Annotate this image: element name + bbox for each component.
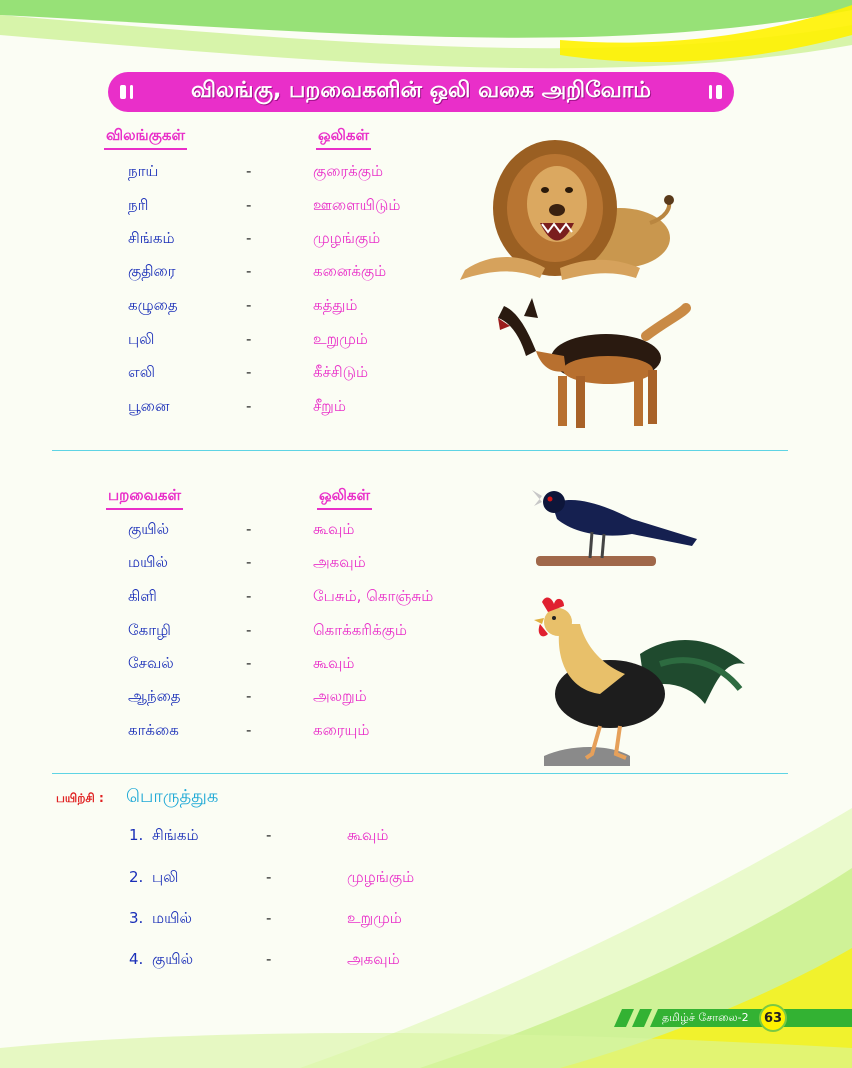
list-item [0,196,460,220]
dash: - [266,950,272,968]
banner-right-cap-thin [709,85,712,99]
list-item [0,296,460,320]
bird-sound: கூவும் [313,654,355,672]
animal-sound: கனைக்கும் [313,262,387,280]
banner-left-cap [120,85,126,99]
animal-sound: உறுமும் [313,330,368,348]
list-item [0,826,460,850]
bird-sound: கரையும் [313,721,370,739]
animal-name: நரி [128,196,149,214]
animals-heading: விலங்குகள் [104,126,187,150]
animal-sound: ஊளையிடும் [313,196,401,214]
list-item [0,950,460,974]
exercise-label: பயிற்சி : [56,791,104,805]
dash: - [246,330,252,348]
page-title-banner [108,72,734,112]
koel-bird-image [532,484,702,574]
birds-heading: பறவைகள் [106,486,183,510]
bird-sound: கொக்கரிக்கும் [313,621,407,639]
exercise-match: உறுமும் [347,909,402,927]
list-item [0,909,460,933]
bird-name: மயில் [128,553,168,571]
exercise-match: முழங்கும் [347,868,415,886]
exercise-match: அகவும் [347,950,400,968]
dash: - [266,868,272,886]
animal-sound: சீறும் [313,397,346,415]
exercise-word: புலி [152,868,179,886]
birds-sounds-heading: ஒலிகள் [317,486,372,510]
dash: - [266,826,272,844]
animal-name: பூனை [128,397,170,415]
list-item [0,553,460,577]
list-item [0,520,460,544]
list-item [0,587,460,611]
rooster-image [530,594,750,766]
list-item [0,162,460,186]
item-number: 4. [129,950,144,968]
dash: - [246,721,252,739]
page-title: விலங்கு, பறவைகளின் ஒலி வகை அறிவோம் [191,78,651,103]
dash: - [246,162,252,180]
lion-image [450,128,675,286]
animal-sound: குரைக்கும் [313,162,384,180]
bird-name: காக்கை [128,721,179,739]
item-number: 2. [129,868,144,886]
animal-name: சிங்கம் [128,229,175,247]
animal-name: எலி [128,363,155,381]
bird-name: சேவல் [128,654,174,672]
item-number: 3. [129,909,144,927]
banner-right-cap [716,85,722,99]
book-title: தமிழ்ச் சோலை-2 [662,1011,749,1024]
dash: - [246,363,252,381]
dash: - [266,909,272,927]
list-item [0,687,460,711]
banner-left-cap-thin [130,85,133,99]
bird-name: கோழி [128,621,171,639]
exercise-word: சிங்கம் [152,826,199,844]
dog-image [496,296,691,436]
dash: - [246,687,252,705]
bird-sound: கூவும் [313,520,355,538]
dash: - [246,397,252,415]
list-item [0,363,460,387]
animal-sound: கத்தும் [313,296,358,314]
list-item [0,330,460,354]
page-number-badge: 63 [759,1004,787,1032]
list-item [0,621,460,645]
section-divider [52,450,788,451]
animal-name: குதிரை [128,262,176,280]
bird-sound: அகவும் [313,553,366,571]
item-number: 1. [129,826,144,844]
exercise-word: மயில் [152,909,192,927]
list-item [0,262,460,286]
list-item [0,229,460,253]
list-item [0,654,460,678]
list-item [0,721,460,745]
list-item [0,397,460,421]
animals-sounds-heading: ஒலிகள் [316,126,371,150]
dash: - [246,621,252,639]
animal-name: கழுதை [128,296,178,314]
dash: - [246,587,252,605]
dash: - [246,553,252,571]
animal-name: நாய் [128,162,159,180]
bird-sound: பேசும், கொஞ்சும் [313,587,434,605]
animal-sound: முழங்கும் [313,229,381,247]
animal-sound: கீச்சிடும் [313,363,369,381]
bird-sound: அலறும் [313,687,367,705]
section-divider [52,773,788,774]
bird-name: கிளி [128,587,157,605]
dash: - [246,296,252,314]
dash: - [246,229,252,247]
exercise-match: கூவும் [347,826,389,844]
animal-name: புலி [128,330,155,348]
dash: - [246,196,252,214]
dash: - [246,520,252,538]
bird-name: குயில் [128,520,170,538]
bird-name: ஆந்தை [128,687,181,705]
list-item [0,868,460,892]
dash: - [246,654,252,672]
exercise-title: பொருத்துக [126,786,219,807]
dash: - [246,262,252,280]
exercise-word: குயில் [152,950,194,968]
